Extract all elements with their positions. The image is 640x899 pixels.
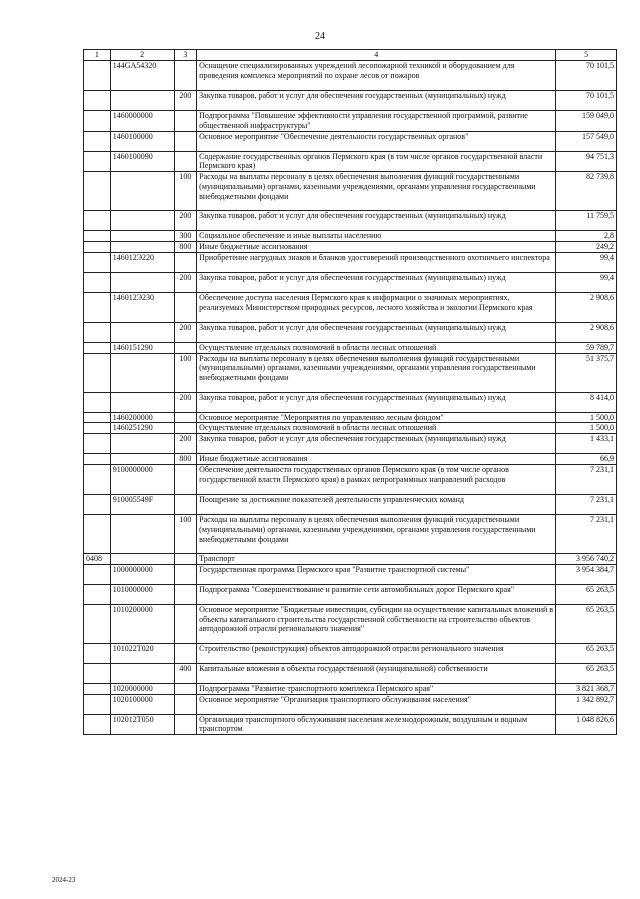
kvr-cell: 100 xyxy=(174,514,197,553)
header-cell-kvr: 3 xyxy=(174,50,197,61)
table-row xyxy=(84,241,617,252)
name-cell: Закупка товаров, работ и услуг для обеспечения государственных (муниципальных) нужд xyxy=(197,91,556,111)
code-cell: 1020100000 xyxy=(110,694,174,714)
section-cell xyxy=(84,392,111,412)
amount-cell: 65 263,5 xyxy=(556,604,617,643)
name-cell: Обеспечение доступа населения Пермского края к информации о значимых мероприятиях, реализуемых Министерством природных ресурсов, лесного хозяйства и экологии Пермского края xyxy=(197,292,556,322)
section-cell xyxy=(84,292,111,322)
amount-cell: 66,9 xyxy=(556,454,617,465)
kvr-cell: 200 xyxy=(174,91,197,111)
table-row xyxy=(84,91,617,111)
table-row xyxy=(84,272,617,292)
name-cell: Капитальные вложения в объекты государственной (муниципальной) собственности xyxy=(197,663,556,683)
section-cell xyxy=(84,131,111,151)
code-cell xyxy=(110,91,174,111)
name-cell: Подпрограмма "Совершенствование и развитие сети автомобильных дорог Пермского края" xyxy=(197,584,556,604)
table-row xyxy=(84,714,617,735)
name-cell: Расходы на выплаты персоналу в целях обеспечения выполнения функций государственными (муниципальными) органами, казенными учреждениями, органами управления государственными внебюджетными фондами xyxy=(197,172,556,211)
section-cell xyxy=(84,663,111,683)
table-row xyxy=(84,111,617,132)
table-row xyxy=(84,342,617,353)
section-cell xyxy=(84,694,111,714)
table-row xyxy=(84,151,617,172)
table-row xyxy=(84,322,617,342)
name-cell: Организация транспортного обслуживания населения железнодорожным, воздушным и водным транспортом xyxy=(197,714,556,735)
table-row xyxy=(84,514,617,553)
table-row xyxy=(84,564,617,584)
table-row xyxy=(84,423,617,434)
table-row xyxy=(84,694,617,714)
table-row xyxy=(84,172,617,211)
kvr-cell: 200 xyxy=(174,392,197,412)
name-cell: Транспорт xyxy=(197,553,556,564)
table-row xyxy=(84,553,617,564)
kvr-cell: 200 xyxy=(174,322,197,342)
table-row xyxy=(84,464,617,494)
name-cell: Закупка товаров, работ и услуг для обеспечения государственных (муниципальных) нужд xyxy=(197,434,556,454)
footer-code: 2024-23 xyxy=(52,876,76,884)
code-cell xyxy=(110,353,174,392)
amount-cell: 7 231,1 xyxy=(556,464,617,494)
amount-cell: 65 263,5 xyxy=(556,663,617,683)
name-cell: Основное мероприятие "Обеспечение деятельности государственных органов" xyxy=(197,131,556,151)
code-cell xyxy=(110,231,174,242)
name-cell: Строительство (реконструкция) объектов автодорожной отрасли регионального значения xyxy=(197,643,556,663)
amount-cell: 94 751,3 xyxy=(556,151,617,172)
section-cell xyxy=(84,111,111,132)
name-cell: Закупка товаров, работ и услуг для обеспечения государственных (муниципальных) нужд xyxy=(197,392,556,412)
section-cell xyxy=(84,272,111,292)
section-cell xyxy=(84,172,111,211)
code-cell: 1000000000 xyxy=(110,564,174,584)
section-cell xyxy=(84,322,111,342)
code-cell xyxy=(110,172,174,211)
name-cell: Осуществление отдельных полномочий в области лесных отношений xyxy=(197,423,556,434)
table-row xyxy=(84,252,617,272)
kvr-cell xyxy=(174,564,197,584)
kvr-cell xyxy=(174,643,197,663)
name-cell: Осуществление отдельных полномочий в области лесных отношений xyxy=(197,342,556,353)
table-row xyxy=(84,584,617,604)
name-cell: Расходы на выплаты персоналу в целях обеспечения выполнения функций государственными (муниципальными) органами, казенными учреждениями, органами управления государственными внебюджетными фондами xyxy=(197,353,556,392)
name-cell: Подпрограмма "Повышение эффективности управления государственной программой, развитие общественной инфраструктуры" xyxy=(197,111,556,132)
table-row xyxy=(84,604,617,643)
code-cell xyxy=(110,663,174,683)
code-cell xyxy=(110,454,174,465)
kvr-cell xyxy=(174,553,197,564)
name-cell: Иные бюджетные ассигнования xyxy=(197,241,556,252)
amount-cell: 11 759,5 xyxy=(556,211,617,231)
code-cell xyxy=(110,211,174,231)
name-cell: Приобретение нагрудных знаков и бланков удостоверений производственного охотничьего инспектора xyxy=(197,252,556,272)
kvr-cell xyxy=(174,342,197,353)
header-cell-name: 4 xyxy=(197,50,556,61)
section-cell xyxy=(84,211,111,231)
amount-cell: 59 789,7 xyxy=(556,342,617,353)
header-cell-amount: 5 xyxy=(556,50,617,61)
amount-cell: 159 049,0 xyxy=(556,111,617,132)
section-cell xyxy=(84,231,111,242)
kvr-cell xyxy=(174,584,197,604)
table-row xyxy=(84,643,617,663)
table-row xyxy=(84,454,617,465)
code-cell: 102012Т050 xyxy=(110,714,174,735)
name-cell: Обеспечение деятельности государственных органов Пермского края (в том числе органов государственной власти Пермского края) в рамках непрограммных направлений расходов xyxy=(197,464,556,494)
table-row xyxy=(84,434,617,454)
table-row xyxy=(84,683,617,694)
kvr-cell xyxy=(174,252,197,272)
table-row xyxy=(84,494,617,514)
kvr-cell xyxy=(174,464,197,494)
section-cell xyxy=(84,714,111,735)
amount-cell: 51 375,7 xyxy=(556,353,617,392)
kvr-cell xyxy=(174,604,197,643)
code-cell: 146012Э220 xyxy=(110,252,174,272)
amount-cell: 8 414,0 xyxy=(556,392,617,412)
section-cell xyxy=(84,604,111,643)
table-row xyxy=(84,131,617,151)
kvr-cell: 200 xyxy=(174,272,197,292)
name-cell: Закупка товаров, работ и услуг для обеспечения государственных (муниципальных) нужд xyxy=(197,272,556,292)
kvr-cell: 800 xyxy=(174,454,197,465)
kvr-cell xyxy=(174,111,197,132)
kvr-cell: 100 xyxy=(174,353,197,392)
code-cell xyxy=(110,434,174,454)
page-number: 24 xyxy=(315,31,325,42)
kvr-cell: 800 xyxy=(174,241,197,252)
section-cell xyxy=(84,342,111,353)
section-cell xyxy=(84,423,111,434)
name-cell: Подпрограмма "Развитие транспортного комплекса Пермского края" xyxy=(197,683,556,694)
name-cell: Оснащение специализированных учреждений лесопожарной техникой и оборудованием для проведения комплекса мероприятий по охране лесов от пожаров xyxy=(197,61,556,91)
amount-cell: 7 231,1 xyxy=(556,514,617,553)
amount-cell: 3 954 384,7 xyxy=(556,564,617,584)
amount-cell: 1 500,0 xyxy=(556,412,617,423)
table-row xyxy=(84,353,617,392)
section-cell xyxy=(84,643,111,663)
code-cell: 1460251290 xyxy=(110,423,174,434)
amount-cell: 65 263,5 xyxy=(556,584,617,604)
amount-cell: 1 342 892,7 xyxy=(556,694,617,714)
section-cell xyxy=(84,61,111,91)
kvr-cell xyxy=(174,412,197,423)
name-cell: Поощрение за достижение показателей деятельности управленческих команд xyxy=(197,494,556,514)
name-cell: Закупка товаров, работ и услуг для обеспечения государственных (муниципальных) нужд xyxy=(197,211,556,231)
amount-cell: 249,2 xyxy=(556,241,617,252)
code-cell xyxy=(110,553,174,564)
amount-cell: 1 048 826,6 xyxy=(556,714,617,735)
code-cell xyxy=(110,514,174,553)
code-cell: 101022Т020 xyxy=(110,643,174,663)
table-row xyxy=(84,61,617,91)
kvr-cell xyxy=(174,292,197,322)
kvr-cell xyxy=(174,683,197,694)
amount-cell: 3 821 368,7 xyxy=(556,683,617,694)
kvr-cell: 400 xyxy=(174,663,197,683)
budget-table xyxy=(83,49,617,735)
section-cell xyxy=(84,494,111,514)
section-cell xyxy=(84,434,111,454)
code-cell: 1460100000 xyxy=(110,131,174,151)
kvr-cell xyxy=(174,151,197,172)
amount-cell: 7 231,1 xyxy=(556,494,617,514)
code-cell xyxy=(110,322,174,342)
section-cell: 0408 xyxy=(84,553,111,564)
kvr-cell xyxy=(174,694,197,714)
name-cell: Закупка товаров, работ и услуг для обеспечения государственных (муниципальных) нужд xyxy=(197,322,556,342)
name-cell: Государственная программа Пермского края "Развитие транспортной системы" xyxy=(197,564,556,584)
kvr-cell xyxy=(174,423,197,434)
name-cell: Иные бюджетные ассигнования xyxy=(197,454,556,465)
amount-cell: 82 739,8 xyxy=(556,172,617,211)
section-cell xyxy=(84,564,111,584)
kvr-cell xyxy=(174,61,197,91)
kvr-cell xyxy=(174,714,197,735)
table-header-row xyxy=(84,50,617,61)
amount-cell: 2,8 xyxy=(556,231,617,242)
kvr-cell xyxy=(174,494,197,514)
section-cell xyxy=(84,252,111,272)
code-cell: 1010200000 xyxy=(110,604,174,643)
amount-cell: 65 263,5 xyxy=(556,643,617,663)
name-cell: Основное мероприятие "Мероприятия по управлению лесным фондом" xyxy=(197,412,556,423)
amount-cell: 70 101,5 xyxy=(556,91,617,111)
name-cell: Социальное обеспечение и иные выплаты населению xyxy=(197,231,556,242)
code-cell: 9100000000 xyxy=(110,464,174,494)
kvr-cell: 100 xyxy=(174,172,197,211)
amount-cell: 1 433,1 xyxy=(556,434,617,454)
name-cell: Содержание государственных органов Пермского края (в том числе органов государственной власти Пермского края) xyxy=(197,151,556,172)
header-cell-code: 2 xyxy=(110,50,174,61)
name-cell: Расходы на выплаты персоналу в целях обеспечения выполнения функций государственными (муниципальными) органами, казенными учреждениями, органами управления государственными внебюджетными фондами xyxy=(197,514,556,553)
code-cell xyxy=(110,392,174,412)
code-cell: 144GA54320 xyxy=(110,61,174,91)
table-row xyxy=(84,211,617,231)
section-cell xyxy=(84,584,111,604)
code-cell: 1460151290 xyxy=(110,342,174,353)
amount-cell: 157 549,0 xyxy=(556,131,617,151)
code-cell: 1020000000 xyxy=(110,683,174,694)
amount-cell: 1 500,0 xyxy=(556,423,617,434)
section-cell xyxy=(84,241,111,252)
header-cell-section: 1 xyxy=(84,50,111,61)
kvr-cell: 300 xyxy=(174,231,197,242)
amount-cell: 2 908,6 xyxy=(556,292,617,322)
section-cell xyxy=(84,454,111,465)
code-cell xyxy=(110,241,174,252)
section-cell xyxy=(84,151,111,172)
amount-cell: 70 101,5 xyxy=(556,61,617,91)
section-cell xyxy=(84,514,111,553)
amount-cell: 3 956 740,2 xyxy=(556,553,617,564)
kvr-cell xyxy=(174,131,197,151)
code-cell: 146012Э230 xyxy=(110,292,174,322)
table-row xyxy=(84,412,617,423)
code-cell xyxy=(110,272,174,292)
code-cell: 910005549F xyxy=(110,494,174,514)
section-cell xyxy=(84,464,111,494)
table-row xyxy=(84,392,617,412)
code-cell: 1460000000 xyxy=(110,111,174,132)
name-cell: Основное мероприятие "Бюджетные инвестиции, субсидии на осуществление капитальных вложений в объекты капитального строительства государственной собственности на строительство объектов автодорожной отрасли регионального значения" xyxy=(197,604,556,643)
section-cell xyxy=(84,353,111,392)
kvr-cell: 200 xyxy=(174,211,197,231)
amount-cell: 99,4 xyxy=(556,252,617,272)
code-cell: 1460200000 xyxy=(110,412,174,423)
kvr-cell: 200 xyxy=(174,434,197,454)
table-row xyxy=(84,292,617,322)
section-cell xyxy=(84,683,111,694)
section-cell xyxy=(84,412,111,423)
code-cell: 1010000000 xyxy=(110,584,174,604)
amount-cell: 99,4 xyxy=(556,272,617,292)
table-row xyxy=(84,231,617,242)
name-cell: Основное мероприятие "Организация транспортного обслуживания населения" xyxy=(197,694,556,714)
section-cell xyxy=(84,91,111,111)
code-cell: 1460100090 xyxy=(110,151,174,172)
amount-cell: 2 908,6 xyxy=(556,322,617,342)
table-row xyxy=(84,663,617,683)
